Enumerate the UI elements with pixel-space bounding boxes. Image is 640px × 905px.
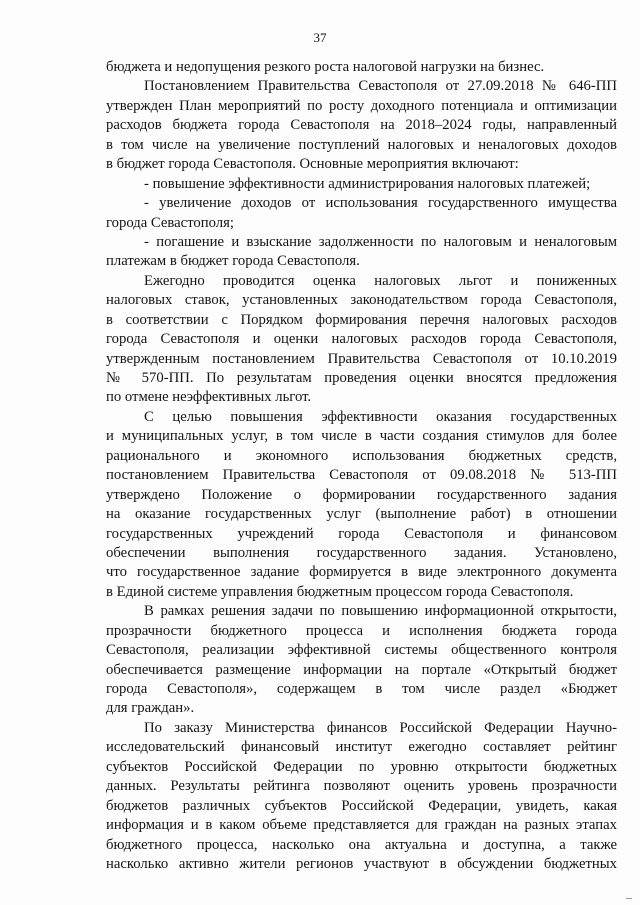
text-line: что государственное задание формируется в виде электронного документа <box>106 564 617 581</box>
text-line: С целью повышения эффективности оказания государственных <box>144 408 617 425</box>
text-line: в бюджет города Севастополя. Основные мероприятия включают: <box>106 156 519 173</box>
text-line: - повышение эффективности администрирования налоговых платежей; <box>144 175 591 192</box>
text-line: города Севастополя и оценки налоговых расходов города Севастополя, <box>106 331 617 348</box>
page-number: 37 <box>313 30 327 45</box>
scan-mark <box>626 898 632 899</box>
text-line: в Единой системе управления бюджетным процессом города Севастополя. <box>106 583 574 600</box>
text-line: № 570-ПП. По результатам проведения оценки вносятся предложения <box>106 370 617 386</box>
text-line: утвержден План мероприятий по росту доходного потенциала и оптимизации <box>106 97 617 114</box>
text-line: и муниципальных услуг, в том числе в части создания стимулов для более <box>106 428 617 445</box>
text-line: утверждено Положение о формировании государственного задания <box>106 486 617 503</box>
text-line: обеспечении выполнения государственного задания. Установлено, <box>106 544 617 561</box>
text-line: Ежегодно проводится оценка налоговых льгот и пониженных <box>144 272 617 289</box>
text-line: информация и в каком объеме представляется для граждан на разных этапах <box>106 817 617 834</box>
text-line: постановлением Правительства Севастополя от 09.08.2018 № 513-ПП <box>106 467 617 484</box>
text-line: расходов бюджета города Севастополя на 2018–2024 годы, направленный <box>106 117 617 134</box>
text-line: утвержденным постановлением Правительства Севастополя от 10.10.2019 <box>106 350 617 367</box>
text-line: бюджетного процесса, насколько она актуальна и доступна, а также <box>106 836 617 853</box>
text-line: Постановлением Правительства Севастополя от 27.09.2018 № 646-ПП <box>144 78 617 95</box>
text-line: в том числе на увеличение поступлений налоговых и неналоговых доходов <box>106 136 617 153</box>
text-line: - погашение и взыскание задолженности по налоговым и неналоговым <box>144 233 617 250</box>
text-line: обеспечивается размещение информации на портале «Открытый бюджет <box>106 661 617 678</box>
text-line: города Севастополя; <box>106 214 234 231</box>
text-line: города Севастополя», содержащем в том числе раздел «Бюджет <box>106 681 617 697</box>
text-line: В рамках решения задачи по повышению информационной открытости, <box>144 603 617 620</box>
text-line: для граждан». <box>106 700 195 717</box>
text-line: бюджетов различных субъектов Российской Федерации, увидеть, какая <box>106 797 617 814</box>
text-line: по отмене неэффективных льгот. <box>106 389 312 406</box>
body-text <box>106 58 617 874</box>
text-line: на оказание государственных услуг (выполнение работ) в отношении <box>106 506 617 523</box>
text-line: субъектов Российской Федерации по уровню открытости бюджетных <box>106 758 617 775</box>
text-line: прозрачности бюджетного процесса и исполнения бюджета города <box>106 622 617 639</box>
text-line: бюджета и недопущения резкого роста налоговой нагрузки на бизнес. <box>106 59 545 75</box>
text-line: данных. Результаты рейтинга позволяют оценить уровень прозрачности <box>106 778 617 795</box>
text-line: рационального и экономного использования бюджетных средств, <box>106 447 617 464</box>
text-line: государственных учреждений города Севастополя и финансовом <box>106 525 617 542</box>
text-line: Севастополя, реализации эффективной системы общественного контроля <box>106 642 617 659</box>
text-line: насколько активно жители регионов участвуют в обсуждении бюджетных <box>106 855 617 872</box>
text-line: налоговых ставок, установленных законодательством города Севастополя, <box>106 292 617 309</box>
text-line: в соответствии с Порядком формирования перечня налоговых расходов <box>106 311 617 328</box>
text-line: По заказу Министерства финансов Российской Федерации Научно- <box>144 719 617 736</box>
text-line: исследовательский финансовый институт ежегодно составляет рейтинг <box>106 739 617 756</box>
text-line: платежам в бюджет города Севастополя. <box>106 253 360 270</box>
text-line: - увеличение доходов от использования государственного имущества <box>144 195 617 212</box>
